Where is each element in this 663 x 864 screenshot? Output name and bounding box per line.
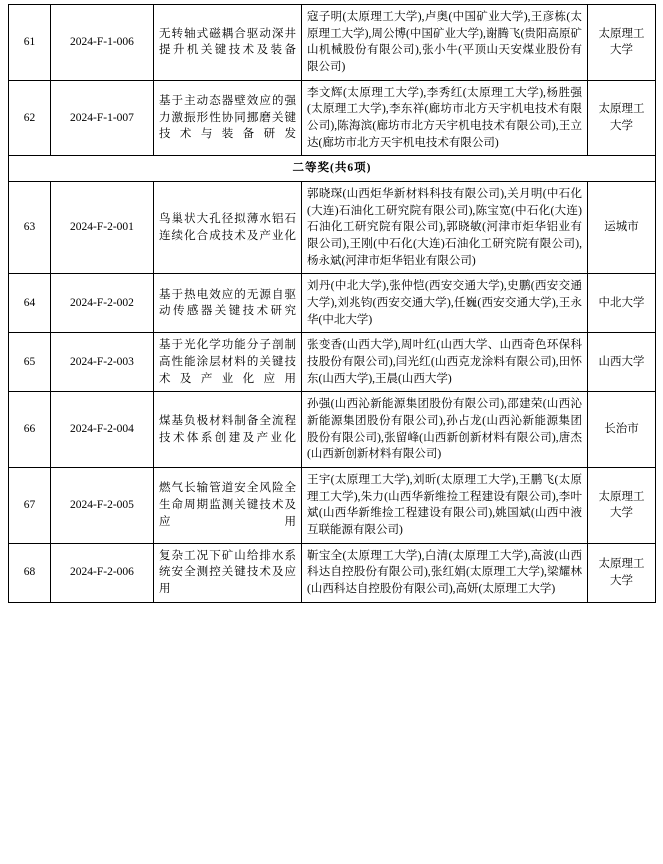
row-org: 太原理工大学 (588, 468, 656, 544)
row-title: 鸟巢状大孔径拟薄水铝石连续化合成技术及产业化 (154, 182, 302, 274)
row-title: 基于光化学功能分子剖制高性能涂层材料的关键技术及产业化应用 (154, 333, 302, 392)
row-number: 64 (9, 274, 51, 333)
row-org: 太原理工大学 (588, 543, 656, 602)
row-people: 寇子明(太原理工大学),卢奥(中国矿业大学),王彦栋(太原理工大学),周公博(中国矿业大学),谢腾飞(贵阳高原矿山机械股份有限公司),张小牛(平顶山天安煤业股份有限公司) (302, 5, 588, 81)
row-code: 2024-F-2-006 (51, 543, 154, 602)
row-title: 无转轴式磁耦合驱动深井提升机关键技术及装备 (154, 5, 302, 81)
table-row (9, 182, 656, 274)
section-header-label: 二等奖(共6项) (9, 156, 656, 182)
row-number: 65 (9, 333, 51, 392)
row-people: 郭晓琛(山西炬华新材料科技有限公司),关月明(中石化(大连)石油化工研究院有限公司),陈宝宽(中石化(大连)石油化工研究院有限公司),郭晓敏(河津市炬华铝业有限公司),王刚(中石化(大连)石油化工研究院有限公司),杨永斌(河津市炬华铝业有限公司) (302, 182, 588, 274)
row-people: 张变香(山西大学),周叶红(山西大学、山西奇色环保科技股份有限公司),闫光红(山西克龙涂料有限公司),田怀东(山西大学),王晨(山西大学) (302, 333, 588, 392)
row-org: 太原理工大学 (588, 5, 656, 81)
row-title: 基于热电效应的无源自驱动传感器关键技术研究 (154, 274, 302, 333)
row-code: 2024-F-1-006 (51, 5, 154, 81)
row-people: 孙强(山西沁新能源集团股份有限公司),邵建荣(山西沁新能源集团股份有限公司),孙占龙(山西沁新能源集团股份有限公司),张留峰(山西新创新材料有限公司),唐杰(山西新创新材料有限公司) (302, 392, 588, 468)
row-number: 62 (9, 80, 51, 156)
row-code: 2024-F-2-001 (51, 182, 154, 274)
table-row (9, 5, 656, 81)
section-header-row (9, 156, 656, 182)
row-title: 基于主动态器壁效应的强力激振形性协同挪磨关键技术与装备研发 (154, 80, 302, 156)
row-number: 67 (9, 468, 51, 544)
table-row (9, 274, 656, 333)
row-title: 燃气长输管道安全风险全生命周期监测关键技术及应用 (154, 468, 302, 544)
row-org: 运城市 (588, 182, 656, 274)
row-code: 2024-F-2-004 (51, 392, 154, 468)
table-row (9, 543, 656, 602)
row-people: 李文辉(太原理工大学),李秀红(太原理工大学),杨胜强(太原理工大学),李东祥(廊坊市北方天宇机电技术有限公司),陈海滨(廊坊市北方天宇机电技术有限公司),王立达(廊坊市北方天宇机电技术有限公司) (302, 80, 588, 156)
row-number: 61 (9, 5, 51, 81)
table-row (9, 392, 656, 468)
table-body (9, 5, 656, 603)
row-people: 刘丹(中北大学),张仲恺(西安交通大学),史鹏(西安交通大学),刘兆钧(西安交通大学),任巍(西安交通大学),王永华(中北大学) (302, 274, 588, 333)
row-org: 太原理工大学 (588, 80, 656, 156)
row-number: 68 (9, 543, 51, 602)
table-row (9, 80, 656, 156)
table-row (9, 333, 656, 392)
table-row (9, 468, 656, 544)
row-code: 2024-F-2-002 (51, 274, 154, 333)
row-title: 煤基负极材料制备全流程技术体系创建及产业化 (154, 392, 302, 468)
row-code: 2024-F-1-007 (51, 80, 154, 156)
row-title: 复杂工况下矿山给排水系统安全测控关键技术及应用 (154, 543, 302, 602)
row-number: 63 (9, 182, 51, 274)
row-people: 靳宝全(太原理工大学),白清(太原理工大学),高波(山西科达自控股份有限公司),张红娟(太原理工大学),梁耀林(山西科达自控股份有限公司),高妍(太原理工大学) (302, 543, 588, 602)
row-org: 中北大学 (588, 274, 656, 333)
award-list-table (8, 4, 656, 603)
row-number: 66 (9, 392, 51, 468)
row-people: 王宇(太原理工大学),刘昕(太原理工大学),王鹏飞(太原理工大学),朱力(山西华新维捡工程建设有限公司),李叶斌(山西华新维捡工程建设有限公司),姚国斌(山西中液互联能源有限公司) (302, 468, 588, 544)
row-code: 2024-F-2-005 (51, 468, 154, 544)
row-org: 山西大学 (588, 333, 656, 392)
row-org: 长治市 (588, 392, 656, 468)
row-code: 2024-F-2-003 (51, 333, 154, 392)
